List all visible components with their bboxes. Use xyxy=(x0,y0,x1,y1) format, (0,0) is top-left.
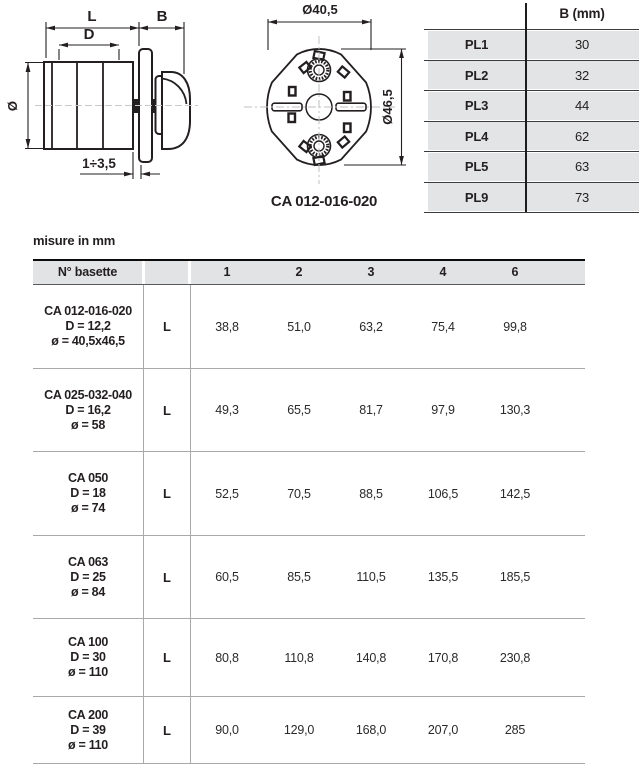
cell-value: 85,5 xyxy=(287,570,311,584)
basette-cell xyxy=(33,369,144,451)
header-filler xyxy=(551,261,585,284)
table-row xyxy=(33,452,585,536)
cell-value: 88,5 xyxy=(359,486,383,501)
table-header-row xyxy=(33,261,585,285)
basette-cell xyxy=(33,619,144,696)
cell-value: 207,0 xyxy=(427,723,459,737)
table-row xyxy=(33,536,585,619)
model-diameter: ø = 40,5x46,5 xyxy=(51,334,125,348)
pl-label: PL3 xyxy=(464,98,489,113)
values-cells xyxy=(191,651,585,665)
l-cell: L xyxy=(144,369,191,451)
model-name: CA 200 xyxy=(67,707,109,722)
model-d: D = 16,2 xyxy=(65,402,111,417)
values-cells xyxy=(191,403,585,417)
pl-table-row xyxy=(428,183,639,211)
row-divider xyxy=(424,212,639,213)
cell-value: 80,8 xyxy=(215,650,239,665)
col-header-basette: N° basette xyxy=(33,261,142,284)
model-d: D = 30 xyxy=(70,650,106,664)
model-d: D = 12,2 xyxy=(65,319,111,333)
cell-value: 230,8 xyxy=(499,650,531,665)
dim-label-top-diameter: Ø40,5 xyxy=(302,2,338,17)
pl-table-row xyxy=(428,31,639,59)
cell-value: 130,3 xyxy=(499,403,531,417)
col-header-poles: 3 xyxy=(367,265,375,279)
model-diameter: ø = 84 xyxy=(71,584,105,599)
cell-value: 52,5 xyxy=(215,486,239,501)
pl-label: PL1 xyxy=(464,37,489,52)
model-name: CA 100 xyxy=(67,635,109,649)
cell-value: 135,5 xyxy=(427,570,459,584)
cell-value: 75,4 xyxy=(431,319,455,334)
col-header-l xyxy=(145,261,188,284)
pl-label: PL5 xyxy=(464,159,489,174)
dim-label-l: L xyxy=(87,8,97,25)
model-diameter: ø = 110 xyxy=(68,737,108,752)
pl-label: PL9 xyxy=(464,189,489,205)
pl-value: 63 xyxy=(574,159,590,174)
cell-value: 97,9 xyxy=(431,403,455,417)
pl-table-row xyxy=(428,61,639,89)
front-view-drawing xyxy=(232,0,437,192)
values-cells xyxy=(191,570,585,584)
model-d: D = 39 xyxy=(70,722,106,737)
pl-label: PL4 xyxy=(464,128,489,144)
dimensions-table xyxy=(33,259,585,764)
cell-value: 60,5 xyxy=(215,570,239,584)
values-cells xyxy=(191,320,585,334)
basette-cell xyxy=(33,697,144,763)
l-cell: L xyxy=(144,536,191,618)
basette-cell xyxy=(33,536,144,618)
basette-cell xyxy=(33,285,144,368)
pl-value: 44 xyxy=(574,98,590,113)
units-note: misure in mm xyxy=(33,233,116,248)
pl-table-row xyxy=(428,122,639,150)
cell-value: 51,0 xyxy=(287,319,311,334)
table-row xyxy=(33,285,585,369)
dim-label-b: B xyxy=(156,8,168,25)
dim-label-diameter: Ø xyxy=(5,100,20,112)
dim-label-side-diameter: Ø46,5 xyxy=(380,89,395,125)
model-name: CA 063 xyxy=(67,554,109,569)
l-cell: L xyxy=(144,619,191,696)
model-name: CA 025-032-040 xyxy=(44,387,132,402)
cell-value: 106,5 xyxy=(427,486,459,501)
col-header-poles: 4 xyxy=(439,265,447,279)
dim-label-panel-thickness: 1÷3,5 xyxy=(82,156,116,171)
cell-value: 110,8 xyxy=(284,650,314,665)
model-diameter: ø = 74 xyxy=(71,501,105,515)
cell-value: 185,5 xyxy=(499,570,531,584)
model-diameter: ø = 58 xyxy=(71,417,105,432)
col-header-poles: 6 xyxy=(511,265,519,279)
cell-value: 142,5 xyxy=(499,486,531,501)
l-cell: L xyxy=(144,697,191,763)
pl-value: 32 xyxy=(574,67,590,83)
values-cells xyxy=(191,487,585,501)
model-name: CA 050 xyxy=(67,471,109,485)
pl-table-row xyxy=(428,153,639,181)
col-header-poles: 2 xyxy=(295,265,303,279)
values-cells xyxy=(191,723,585,737)
cell-value: 81,7 xyxy=(359,403,383,417)
pl-value: 73 xyxy=(574,189,590,205)
table-row xyxy=(33,369,585,452)
cell-value: 38,8 xyxy=(215,319,239,334)
l-cell: L xyxy=(144,452,191,535)
pl-value: 62 xyxy=(574,128,590,144)
col-header-poles: 1 xyxy=(223,265,231,279)
pl-table-header: B (mm) xyxy=(559,6,605,21)
column-divider xyxy=(525,3,527,212)
dim-label-d: D xyxy=(83,26,95,43)
cell-value: 170,8 xyxy=(427,650,459,665)
cell-value: 63,2 xyxy=(359,319,383,334)
model-d: D = 25 xyxy=(70,569,106,584)
table-row xyxy=(33,619,585,697)
pl-label: PL2 xyxy=(464,67,489,83)
pole-headers xyxy=(191,261,585,284)
front-view-caption: CA 012-016-020 xyxy=(270,193,378,210)
cell-value: 168,0 xyxy=(355,723,387,737)
cell-value: 49,3 xyxy=(215,403,239,417)
side-view-drawing xyxy=(2,2,212,190)
pl-size-table xyxy=(424,0,639,216)
table-row xyxy=(33,697,585,764)
model-d: D = 18 xyxy=(70,486,106,500)
pl-value: 30 xyxy=(574,37,590,52)
model-name: CA 012-016-020 xyxy=(44,304,132,318)
cell-value: 129,0 xyxy=(283,723,315,737)
cell-value: 70,5 xyxy=(287,486,311,501)
basette-cell xyxy=(33,452,144,535)
pl-table-row xyxy=(428,92,639,120)
cell-value: 285 xyxy=(504,723,526,737)
cell-value: 140,8 xyxy=(355,650,387,665)
l-cell: L xyxy=(144,285,191,368)
cell-value: 90,0 xyxy=(215,723,239,737)
cell-value: 110,5 xyxy=(356,570,386,584)
cell-value: 65,5 xyxy=(287,403,311,417)
cell-value: 99,8 xyxy=(503,319,527,334)
model-diameter: ø = 110 xyxy=(68,665,108,679)
